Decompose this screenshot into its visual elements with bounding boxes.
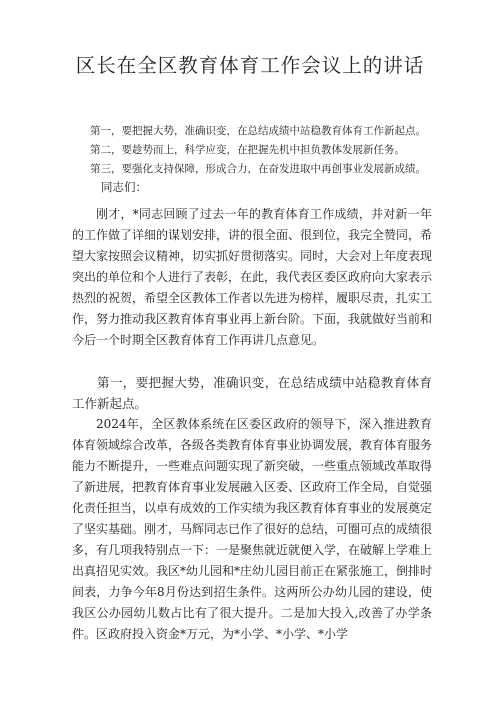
body-paragraph: 刚才，*同志回顾了过去一年的教育体育工作成绩，并对新一年的工作做了详细的谋划安排，讲的很全面、很到位，我完全赞同，希望大家按照会议精神，切实抓好贯彻落实。同时，大会对上年度表现突出的单位和个人进行了表彰，在此，我代表区委区政府向大家表示热烈的祝贺，希望全区教体工作者以先进为榜样，履职尽责，扎实工作，努力推动我区教育体育事业再上新台阶。下面，我就做好当前和今后一个时期全区教育体育工作再讲几点意见。 xyxy=(72,207,433,347)
body-paragraph: 2024年，全区教体系统在区委区政府的领导下，深入推进教育体育领域综合改革，各级各类教育体育事业协调发展，教育体育服务能力不断提升，一些难点问题实现了新突破，一些重点领域改革取得了新进展，把教育体育事业发展融入区委、区政府工作全局，自觉强化责任担当，以卓有成效的工作实绩为我区教育体育事业的发展奠定了坚实基础。刚才，马辉同志已作了很好的总结，可圈可点的成绩很多，有几项我特别点一下：一是聚焦就近就便入学，在破解上学难上出真招见实效。我区*幼儿园和*庄幼儿园目前正在紧张施工，倒排时间表，力争今年8月份达到招生条件。这两所公办幼儿园的建设，使我区公办园幼儿数占比有了很大提升。二是加大投入,改善了办学条件。区政府投入资金*万元，为*小学、*小学、*小学 xyxy=(72,417,433,641)
document-title: 区长在全区教育体育工作会议上的讲话 xyxy=(75,54,425,77)
section-heading: 第一，要把握大势，准确识变，在总结成绩中站稳教育体育工作新起点。 xyxy=(72,375,432,411)
outline-item: 第二，要趁势而上，科学应变，在把握先机中担负教体发展新任务。 xyxy=(90,144,405,156)
outline-item: 第一，要把握大势，准确识变，在总结成绩中站稳教育体育工作新起点。 xyxy=(90,125,426,137)
salutation: 同志们： xyxy=(101,180,147,194)
outline-item: 第三，要强化支持保障，形成合力，在奋发进取中再创事业发展新成绩。 xyxy=(90,163,426,175)
